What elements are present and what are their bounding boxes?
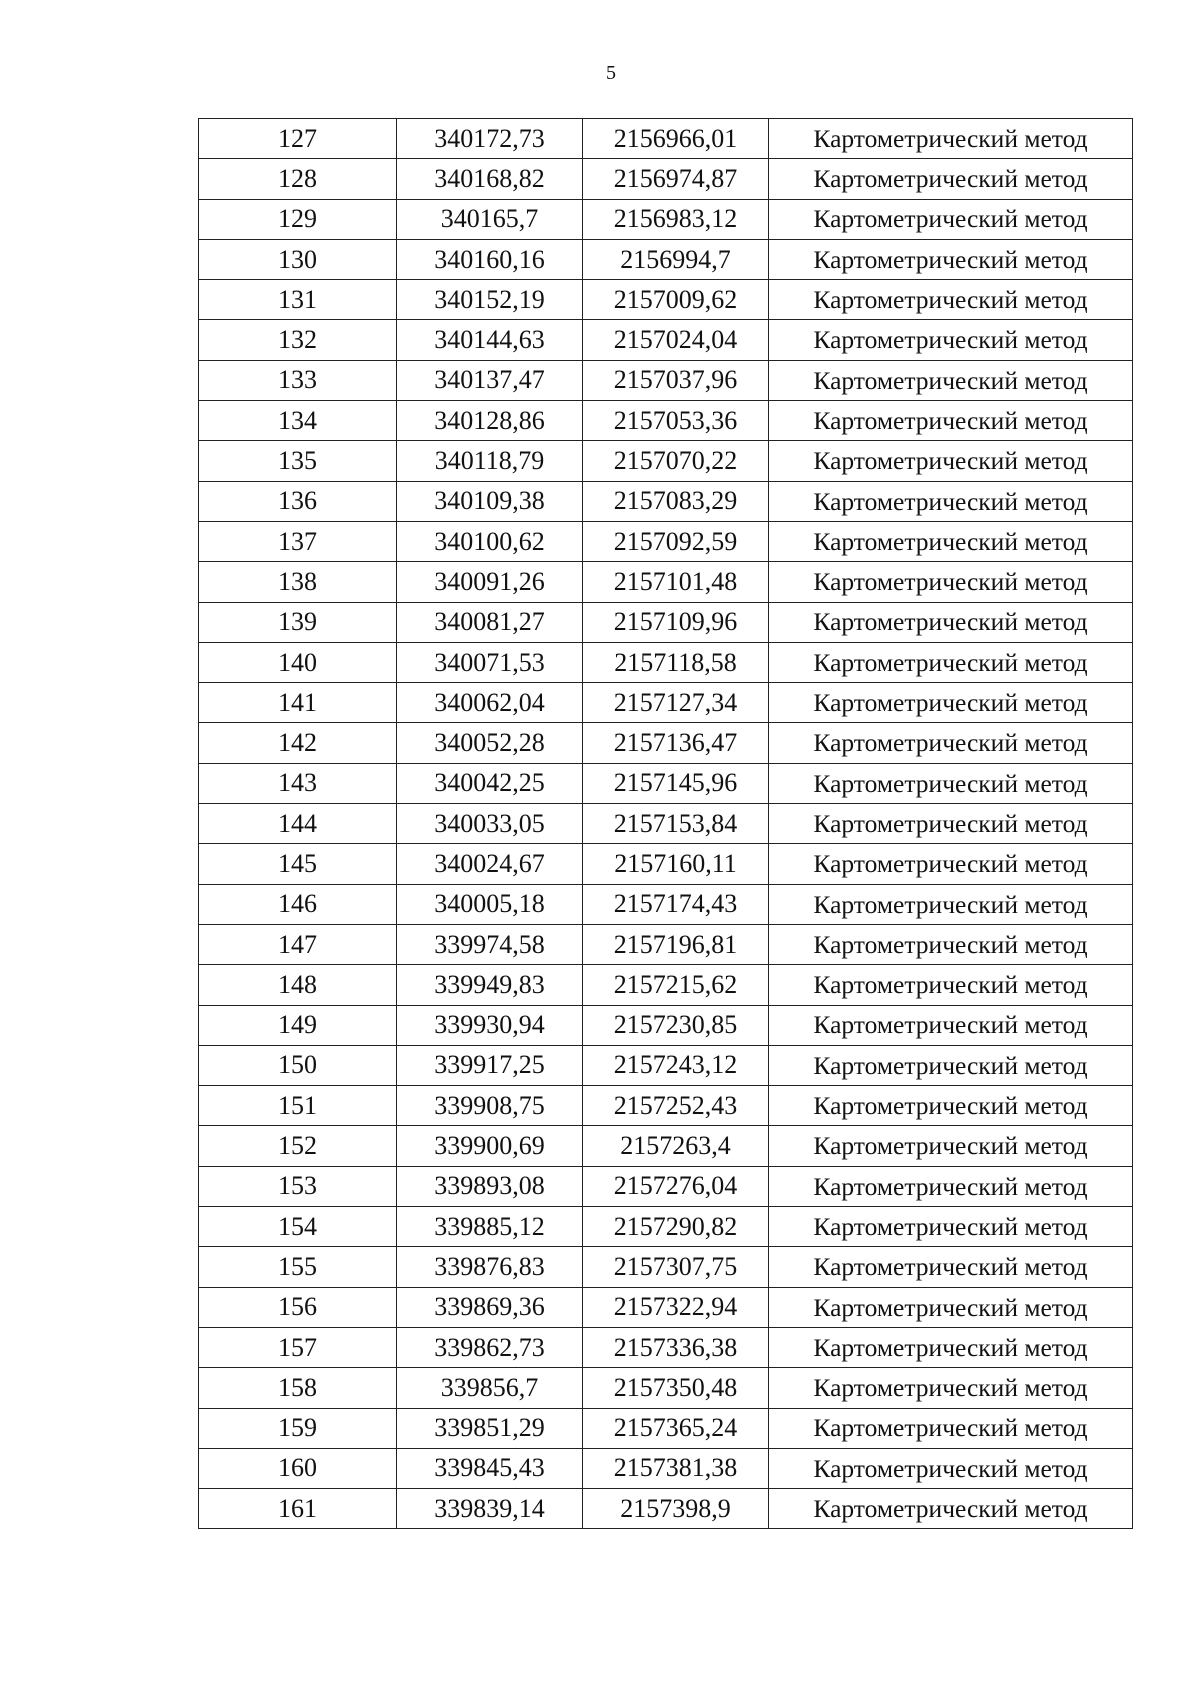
y-coordinate-cell: 2157398,9	[583, 1489, 769, 1529]
x-coordinate-cell: 340168,82	[397, 159, 583, 199]
method-cell: Картометрический метод	[769, 159, 1133, 199]
y-coordinate-cell: 2157092,59	[583, 521, 769, 561]
point-number-cell: 150	[199, 1045, 397, 1085]
x-coordinate-cell: 340144,63	[397, 320, 583, 360]
point-number-cell: 128	[199, 159, 397, 199]
method-cell: Картометрический метод	[769, 1247, 1133, 1287]
method-cell: Картометрический метод	[769, 441, 1133, 481]
table-row	[199, 360, 1133, 400]
method-cell: Картометрический метод	[769, 602, 1133, 642]
x-coordinate-cell: 339851,29	[397, 1408, 583, 1448]
table-row	[199, 320, 1133, 360]
y-coordinate-cell: 2157101,48	[583, 562, 769, 602]
table-row	[199, 965, 1133, 1005]
table-row	[199, 642, 1133, 682]
method-cell: Картометрический метод	[769, 683, 1133, 723]
x-coordinate-cell: 340109,38	[397, 481, 583, 521]
x-coordinate-cell: 339845,43	[397, 1448, 583, 1488]
point-number-cell: 149	[199, 1005, 397, 1045]
y-coordinate-cell: 2157336,38	[583, 1327, 769, 1367]
point-number-cell: 148	[199, 965, 397, 1005]
point-number-cell: 161	[199, 1489, 397, 1529]
table-row	[199, 280, 1133, 320]
method-cell: Картометрический метод	[769, 642, 1133, 682]
point-number-cell: 142	[199, 723, 397, 763]
point-number-cell: 152	[199, 1126, 397, 1166]
method-cell: Картометрический метод	[769, 844, 1133, 884]
y-coordinate-cell: 2156983,12	[583, 199, 769, 239]
x-coordinate-cell: 339908,75	[397, 1086, 583, 1126]
table-row	[199, 562, 1133, 602]
method-cell: Картометрический метод	[769, 280, 1133, 320]
table-row	[199, 763, 1133, 803]
x-coordinate-cell: 340152,19	[397, 280, 583, 320]
method-cell: Картометрический метод	[769, 804, 1133, 844]
x-coordinate-cell: 340172,73	[397, 119, 583, 159]
point-number-cell: 139	[199, 602, 397, 642]
method-cell: Картометрический метод	[769, 1086, 1133, 1126]
y-coordinate-cell: 2157070,22	[583, 441, 769, 481]
x-coordinate-cell: 340042,25	[397, 763, 583, 803]
table-row	[199, 119, 1133, 159]
point-number-cell: 130	[199, 239, 397, 279]
method-cell: Картометрический метод	[769, 401, 1133, 441]
method-cell: Картометрический метод	[769, 1005, 1133, 1045]
y-coordinate-cell: 2157009,62	[583, 280, 769, 320]
method-cell: Картометрический метод	[769, 884, 1133, 924]
method-cell: Картометрический метод	[769, 723, 1133, 763]
x-coordinate-cell: 340062,04	[397, 683, 583, 723]
x-coordinate-cell: 339876,83	[397, 1247, 583, 1287]
point-number-cell: 151	[199, 1086, 397, 1126]
x-coordinate-cell: 340005,18	[397, 884, 583, 924]
table-row	[199, 1005, 1133, 1045]
point-number-cell: 159	[199, 1408, 397, 1448]
method-cell: Картометрический метод	[769, 562, 1133, 602]
method-cell: Картометрический метод	[769, 924, 1133, 964]
table-row	[199, 1045, 1133, 1085]
method-cell: Картометрический метод	[769, 1489, 1133, 1529]
table-row	[199, 521, 1133, 561]
table-row	[199, 441, 1133, 481]
y-coordinate-cell: 2157109,96	[583, 602, 769, 642]
x-coordinate-cell: 339856,7	[397, 1368, 583, 1408]
point-number-cell: 141	[199, 683, 397, 723]
table-row	[199, 199, 1133, 239]
y-coordinate-cell: 2157365,24	[583, 1408, 769, 1448]
y-coordinate-cell: 2157252,43	[583, 1086, 769, 1126]
x-coordinate-cell: 340128,86	[397, 401, 583, 441]
table-row	[199, 1086, 1133, 1126]
y-coordinate-cell: 2157024,04	[583, 320, 769, 360]
point-number-cell: 129	[199, 199, 397, 239]
point-number-cell: 143	[199, 763, 397, 803]
y-coordinate-cell: 2156994,7	[583, 239, 769, 279]
coordinates-table	[198, 118, 1133, 1529]
point-number-cell: 160	[199, 1448, 397, 1488]
y-coordinate-cell: 2157215,62	[583, 965, 769, 1005]
method-cell: Картометрический метод	[769, 239, 1133, 279]
x-coordinate-cell: 339949,83	[397, 965, 583, 1005]
x-coordinate-cell: 340081,27	[397, 602, 583, 642]
table-row	[199, 1489, 1133, 1529]
point-number-cell: 146	[199, 884, 397, 924]
x-coordinate-cell: 340024,67	[397, 844, 583, 884]
y-coordinate-cell: 2157290,82	[583, 1207, 769, 1247]
table-row	[199, 1126, 1133, 1166]
table-row	[199, 804, 1133, 844]
point-number-cell: 153	[199, 1166, 397, 1206]
x-coordinate-cell: 340052,28	[397, 723, 583, 763]
method-cell: Картометрический метод	[769, 1126, 1133, 1166]
method-cell: Картометрический метод	[769, 360, 1133, 400]
method-cell: Картометрический метод	[769, 965, 1133, 1005]
method-cell: Картометрический метод	[769, 119, 1133, 159]
point-number-cell: 155	[199, 1247, 397, 1287]
table-row	[199, 602, 1133, 642]
table-row	[199, 1207, 1133, 1247]
table-row	[199, 1408, 1133, 1448]
x-coordinate-cell: 339893,08	[397, 1166, 583, 1206]
y-coordinate-cell: 2157196,81	[583, 924, 769, 964]
method-cell: Картометрический метод	[769, 199, 1133, 239]
table-row	[199, 1287, 1133, 1327]
point-number-cell: 134	[199, 401, 397, 441]
y-coordinate-cell: 2157127,34	[583, 683, 769, 723]
x-coordinate-cell: 340091,26	[397, 562, 583, 602]
y-coordinate-cell: 2157053,36	[583, 401, 769, 441]
table-row	[199, 239, 1133, 279]
y-coordinate-cell: 2157160,11	[583, 844, 769, 884]
y-coordinate-cell: 2157263,4	[583, 1126, 769, 1166]
y-coordinate-cell: 2157381,38	[583, 1448, 769, 1488]
point-number-cell: 131	[199, 280, 397, 320]
x-coordinate-cell: 340165,7	[397, 199, 583, 239]
table-row	[199, 1247, 1133, 1287]
y-coordinate-cell: 2157307,75	[583, 1247, 769, 1287]
table-row	[199, 401, 1133, 441]
x-coordinate-cell: 339885,12	[397, 1207, 583, 1247]
method-cell: Картометрический метод	[769, 1207, 1133, 1247]
point-number-cell: 137	[199, 521, 397, 561]
table-row	[199, 1368, 1133, 1408]
x-coordinate-cell: 340160,16	[397, 239, 583, 279]
point-number-cell: 144	[199, 804, 397, 844]
y-coordinate-cell: 2157037,96	[583, 360, 769, 400]
x-coordinate-cell: 340071,53	[397, 642, 583, 682]
table-row	[199, 1166, 1133, 1206]
point-number-cell: 154	[199, 1207, 397, 1247]
y-coordinate-cell: 2157136,47	[583, 723, 769, 763]
x-coordinate-cell: 339862,73	[397, 1327, 583, 1367]
point-number-cell: 157	[199, 1327, 397, 1367]
method-cell: Картометрический метод	[769, 1408, 1133, 1448]
x-coordinate-cell: 340033,05	[397, 804, 583, 844]
method-cell: Картометрический метод	[769, 1327, 1133, 1367]
y-coordinate-cell: 2157118,58	[583, 642, 769, 682]
point-number-cell: 132	[199, 320, 397, 360]
x-coordinate-cell: 339917,25	[397, 1045, 583, 1085]
method-cell: Картометрический метод	[769, 481, 1133, 521]
point-number-cell: 145	[199, 844, 397, 884]
table-row	[199, 1448, 1133, 1488]
y-coordinate-cell: 2157322,94	[583, 1287, 769, 1327]
y-coordinate-cell: 2157276,04	[583, 1166, 769, 1206]
coordinates-table-body	[199, 119, 1133, 1529]
x-coordinate-cell: 339974,58	[397, 924, 583, 964]
method-cell: Картометрический метод	[769, 1368, 1133, 1408]
point-number-cell: 158	[199, 1368, 397, 1408]
y-coordinate-cell: 2157243,12	[583, 1045, 769, 1085]
point-number-cell: 138	[199, 562, 397, 602]
y-coordinate-cell: 2156974,87	[583, 159, 769, 199]
table-row	[199, 683, 1133, 723]
method-cell: Картометрический метод	[769, 1448, 1133, 1488]
method-cell: Картометрический метод	[769, 521, 1133, 561]
page-number: 5	[606, 62, 616, 84]
table-row	[199, 159, 1133, 199]
x-coordinate-cell: 340137,47	[397, 360, 583, 400]
method-cell: Картометрический метод	[769, 1166, 1133, 1206]
y-coordinate-cell: 2157145,96	[583, 763, 769, 803]
y-coordinate-cell: 2157174,43	[583, 884, 769, 924]
point-number-cell: 147	[199, 924, 397, 964]
y-coordinate-cell: 2157153,84	[583, 804, 769, 844]
method-cell: Картометрический метод	[769, 1287, 1133, 1327]
point-number-cell: 136	[199, 481, 397, 521]
x-coordinate-cell: 339900,69	[397, 1126, 583, 1166]
y-coordinate-cell: 2157083,29	[583, 481, 769, 521]
point-number-cell: 135	[199, 441, 397, 481]
x-coordinate-cell: 339839,14	[397, 1489, 583, 1529]
table-row	[199, 723, 1133, 763]
y-coordinate-cell: 2157350,48	[583, 1368, 769, 1408]
method-cell: Картометрический метод	[769, 763, 1133, 803]
point-number-cell: 133	[199, 360, 397, 400]
x-coordinate-cell: 339930,94	[397, 1005, 583, 1045]
y-coordinate-cell: 2157230,85	[583, 1005, 769, 1045]
y-coordinate-cell: 2156966,01	[583, 119, 769, 159]
table-row	[199, 844, 1133, 884]
x-coordinate-cell: 340100,62	[397, 521, 583, 561]
table-row	[199, 481, 1133, 521]
point-number-cell: 140	[199, 642, 397, 682]
point-number-cell: 127	[199, 119, 397, 159]
table-row	[199, 924, 1133, 964]
table-row	[199, 884, 1133, 924]
point-number-cell: 156	[199, 1287, 397, 1327]
method-cell: Картометрический метод	[769, 1045, 1133, 1085]
table-row	[199, 1327, 1133, 1367]
x-coordinate-cell: 340118,79	[397, 441, 583, 481]
method-cell: Картометрический метод	[769, 320, 1133, 360]
x-coordinate-cell: 339869,36	[397, 1287, 583, 1327]
